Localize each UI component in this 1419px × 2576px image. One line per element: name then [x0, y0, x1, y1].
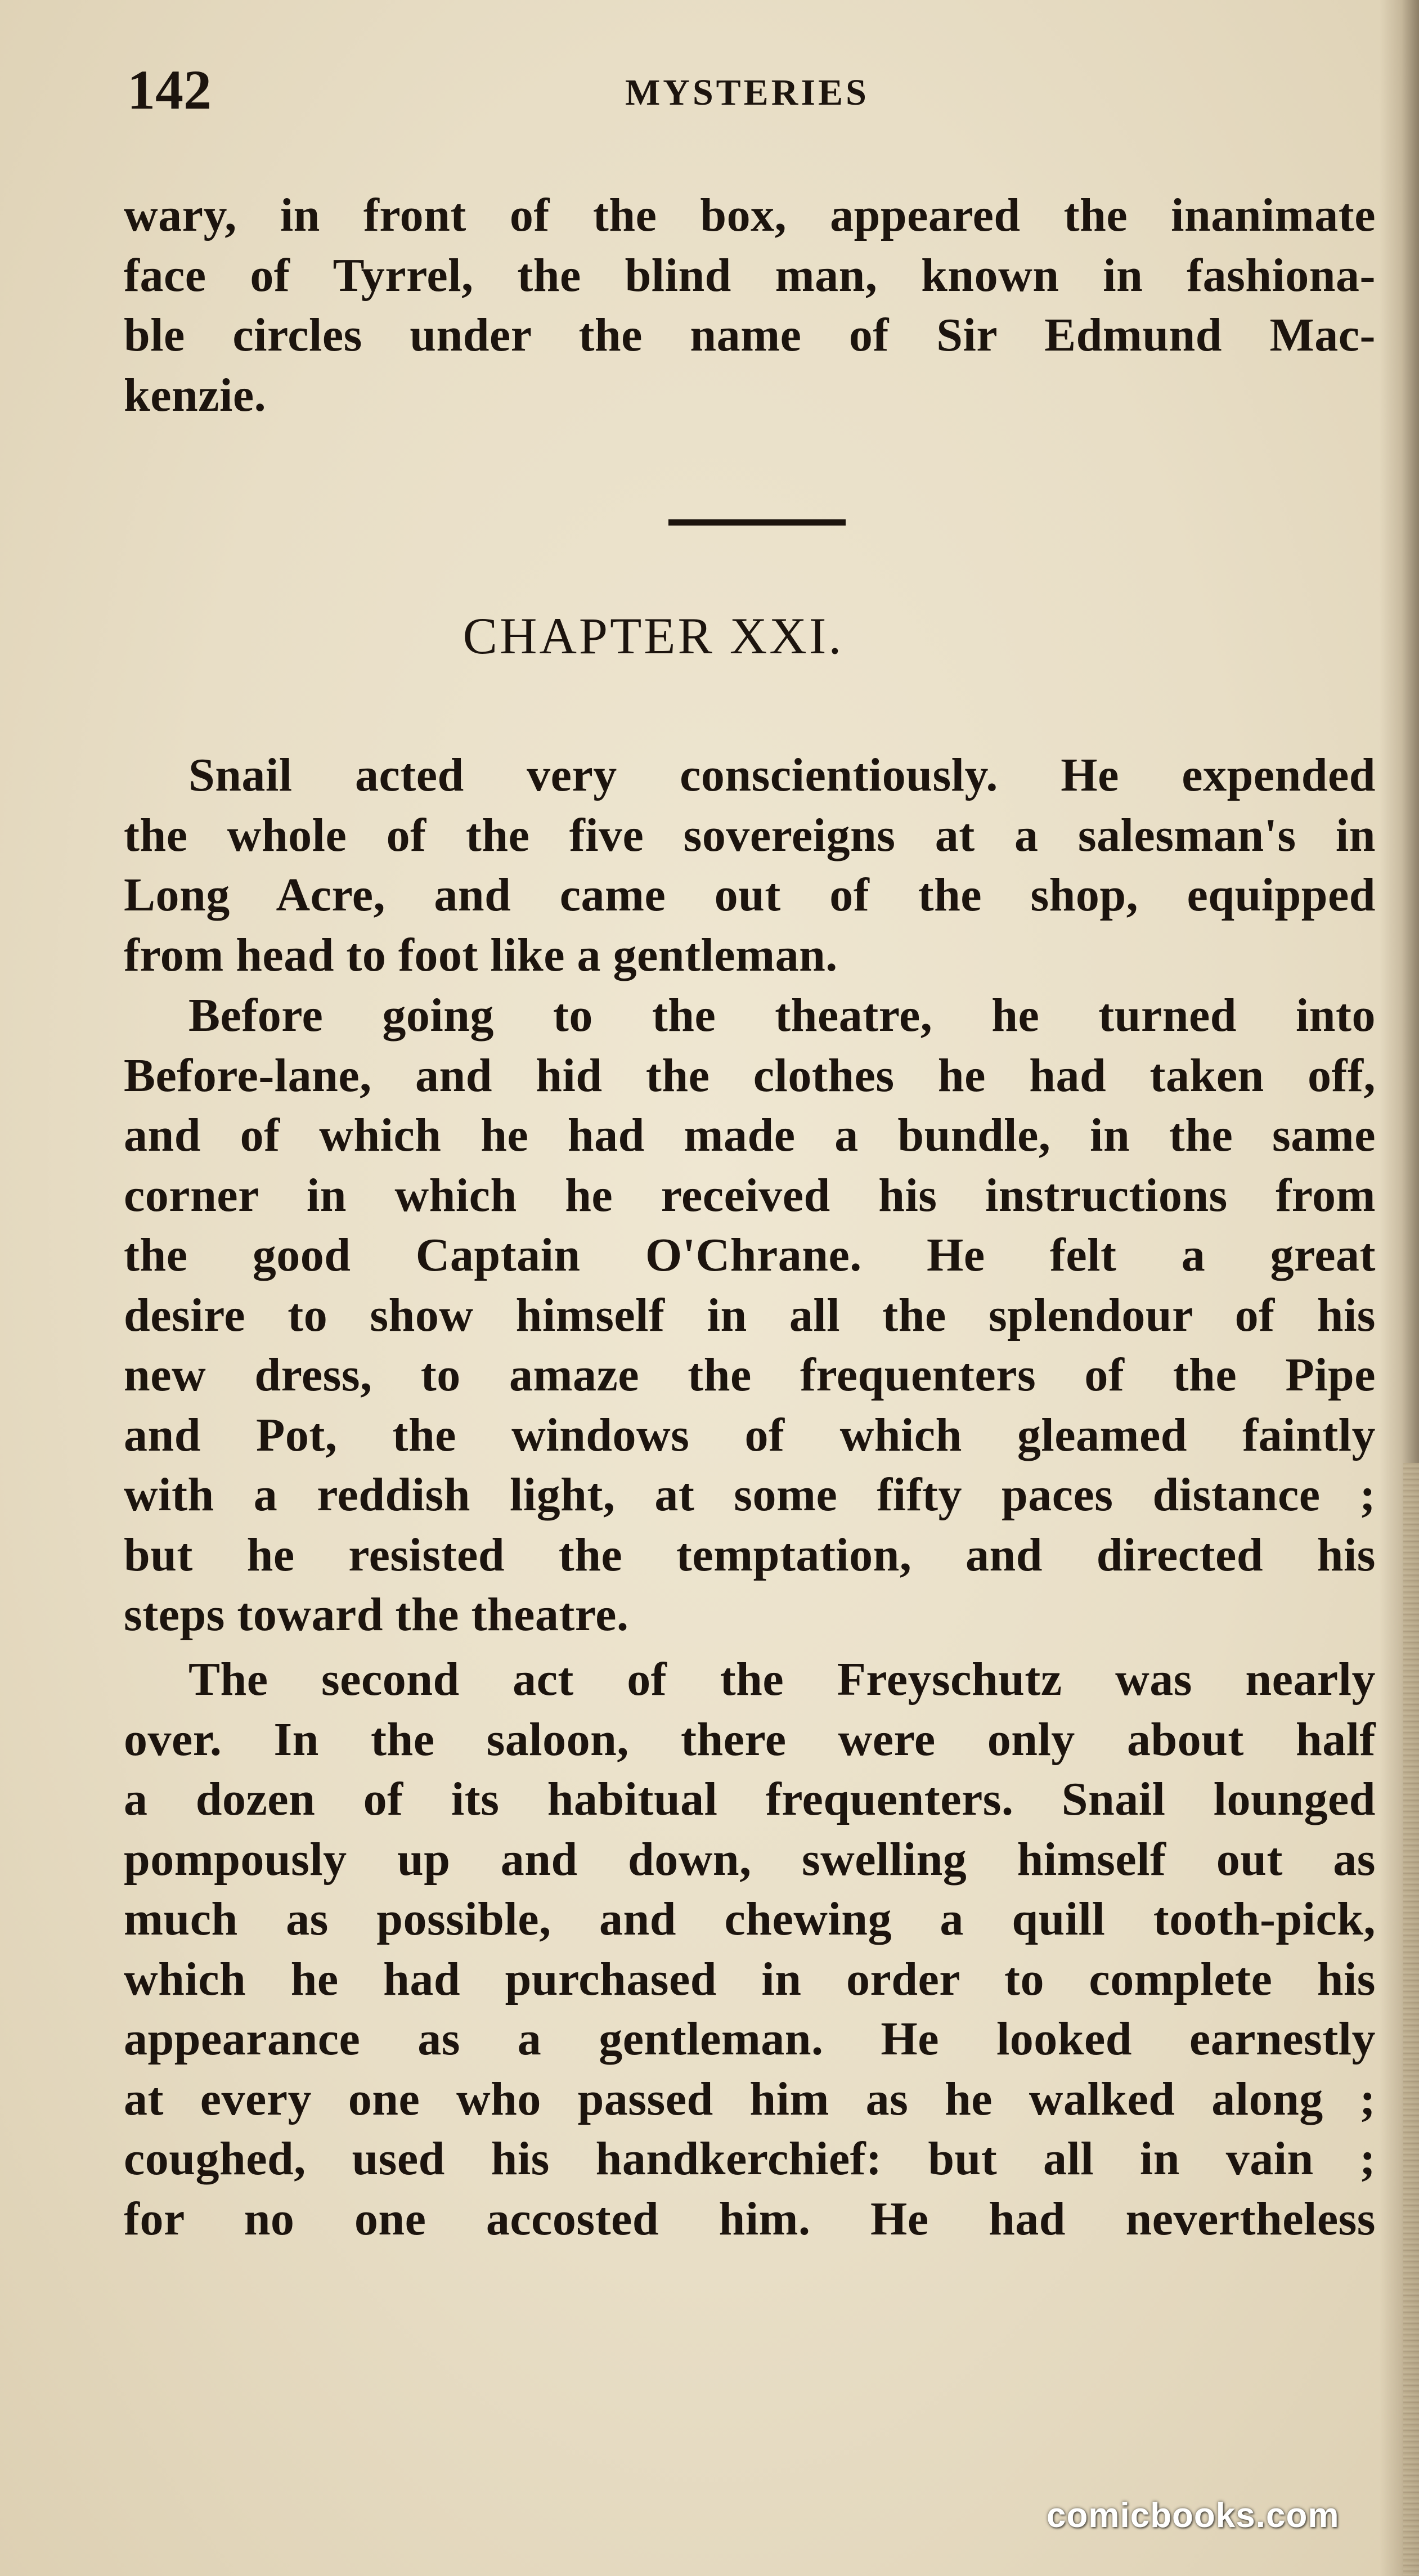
- text-line: corner in which he received his instructions from: [124, 1169, 1376, 1222]
- paragraph-2: [124, 986, 1376, 1645]
- source-watermark: comicbooks.com: [1047, 2496, 1340, 2535]
- text-line: much as possible, and chewing a quill tooth-pick,: [124, 1893, 1376, 1945]
- text-line: the whole of the five sovereigns at a salesman's in: [124, 809, 1376, 861]
- continued-paragraph: [124, 186, 1376, 425]
- page-edge-strip: [1403, 1463, 1419, 2576]
- text-line: steps toward the theatre.: [124, 1588, 629, 1641]
- running-title: MYSTERIES: [625, 72, 869, 113]
- text-line: Before going to the theatre, he turned into: [188, 989, 1376, 1042]
- paragraph-1: [124, 746, 1376, 985]
- text-line: with a reddish light, at some fifty paces distance ;: [124, 1469, 1376, 1521]
- running-head: [0, 53, 1419, 127]
- text-line: The second act of the Freyschutz was nearly: [188, 1653, 1376, 1706]
- chapter-heading-text: CHAPTER XXI.: [462, 607, 844, 665]
- text-line: but he resisted the temptation, and directed his: [124, 1528, 1376, 1581]
- text-line: appearance as a gentleman. He looked earnestly: [124, 2013, 1376, 2065]
- text-line: Before-lane, and hid the clothes he had taken off,: [124, 1049, 1376, 1102]
- text-line: which he had purchased in order to complete his: [124, 1953, 1376, 2005]
- text-line: Long Acre, and came out of the shop, equipped: [124, 869, 1376, 921]
- text-line: wary, in front of the box, appeared the inanimate: [124, 189, 1376, 241]
- text-line: and of which he had made a bundle, in the same: [124, 1109, 1376, 1161]
- paragraph-3: [124, 1650, 1376, 2249]
- text-line: the good Captain O'Chrane. He felt a great: [124, 1229, 1376, 1281]
- text-line: a dozen of its habitual frequenters. Snail lounged: [124, 1773, 1376, 1825]
- text-line: for no one accosted him. He had nevertheless: [124, 2192, 1376, 2245]
- text-line: kenzie.: [124, 369, 267, 421]
- text-line: at every one who passed him as he walked along ;: [124, 2072, 1376, 2125]
- chapter-heading: [0, 602, 1419, 670]
- page-number: 142: [127, 59, 212, 121]
- chapter-divider-rule: [668, 519, 846, 526]
- text-line: and Pot, the windows of which gleamed faintly: [124, 1408, 1376, 1461]
- text-line: coughed, used his handkerchief: but all in vain ;: [124, 2133, 1376, 2185]
- text-line: from head to foot like a gentleman.: [124, 928, 838, 981]
- text-line: desire to show himself in all the splendour of his: [124, 1289, 1376, 1341]
- text-line: face of Tyrrel, the blind man, known in fashiona-: [124, 249, 1376, 302]
- text-line: over. In the saloon, there were only about half: [124, 1713, 1376, 1766]
- text-line: ble circles under the name of Sir Edmund Mac-: [124, 309, 1376, 361]
- text-line: pompously up and down, swelling himself out as: [124, 1833, 1376, 1886]
- text-line: new dress, to amaze the frequenters of the Pipe: [124, 1349, 1376, 1401]
- text-line: Snail acted very conscientiously. He expended: [188, 749, 1376, 801]
